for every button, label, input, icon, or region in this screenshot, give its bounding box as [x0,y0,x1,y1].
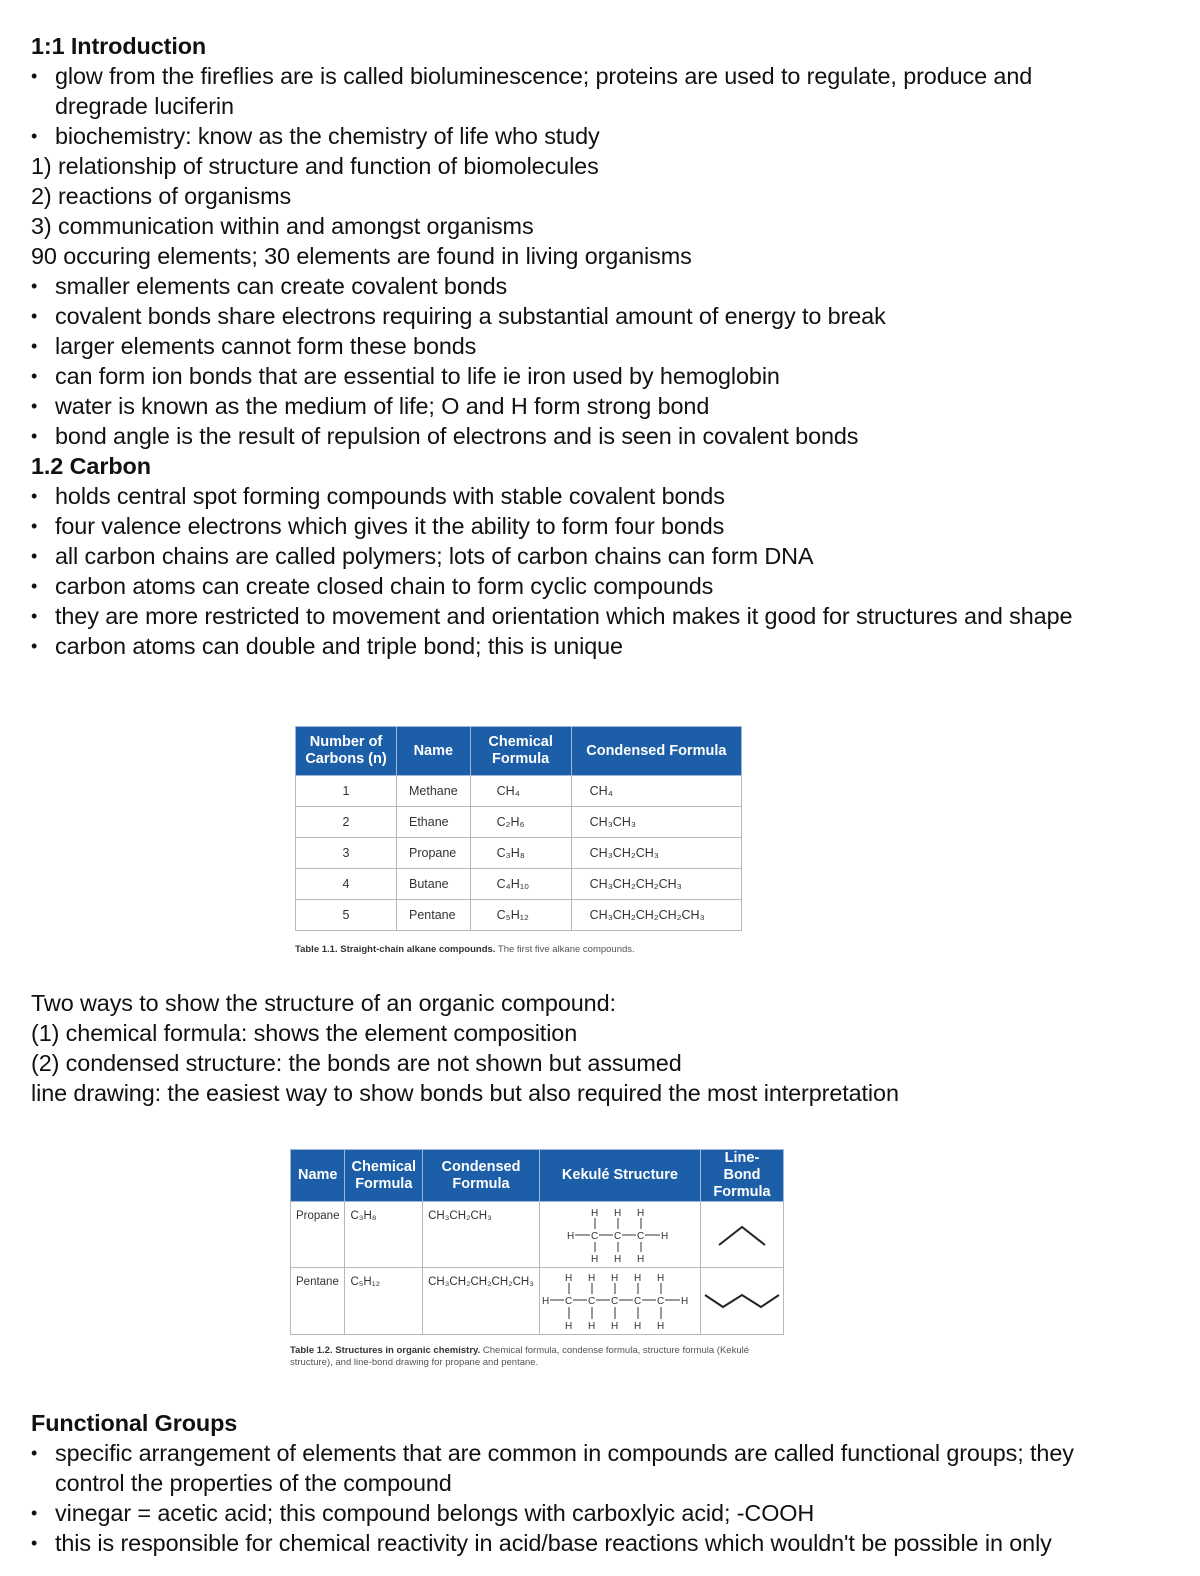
svg-text:H: H [587,1273,596,1284]
column-header: Condensed Formula [423,1150,540,1202]
organic-structures-table [290,1149,784,1335]
bullet-line: • water is known as the medium of life; O and H form strong bond [31,391,1171,421]
table-cell: Ethane [397,807,471,838]
table-cell: Pentane [291,1268,345,1335]
table-cell: 4 [296,869,397,900]
svg-text:H: H [660,1230,669,1242]
column-header: Chemical Formula [345,1150,423,1202]
notes-page [31,31,1171,661]
text-line: (1) chemical formula: shows the element composition [31,1020,578,1046]
table-cell: Butane [397,869,471,900]
svg-text:H: H [633,1273,642,1284]
table-cell: CH₃CH₂CH₂CH₂CH₃ [423,1268,540,1335]
bullet-line: • bond angle is the result of repulsion of electrons and is seen in covalent bonds [31,421,1171,451]
bullet-line: • this is responsible for chemical reactivity in acid/base reactions which wouldn't be possible in only [31,1528,1171,1558]
table-cell: CH₃CH₂CH₃ [571,838,741,869]
svg-text:H: H [656,1273,665,1284]
table-cell: Propane [397,838,471,869]
column-header: Chemical Formula [470,727,571,776]
column-header: Kekulé Structure [539,1150,700,1202]
svg-text:H: H [566,1230,575,1242]
svg-text:C: C [590,1230,599,1242]
table-row [296,807,742,838]
svg-text:H: H [587,1321,596,1332]
svg-text:H: H [613,1253,622,1265]
section-heading-functional-groups: Functional Groups [31,1410,238,1436]
table-row [296,776,742,807]
table-cell: 5 [296,900,397,931]
table-cell: Methane [397,776,471,807]
line-bond-propane [701,1202,784,1268]
caption-text: Chemical formula, condense formula, structure formula (Kekulé structure), and line-bond drawing for propane and pentane. [290,1345,750,1368]
svg-text:C: C [613,1230,622,1242]
svg-text:H: H [636,1207,645,1219]
bullet-line: • holds central spot forming compounds with stable covalent bonds [31,481,1171,511]
svg-text:C: C [587,1296,596,1307]
kekule-structure-pentane [539,1268,700,1335]
line-bond-pentane [701,1268,784,1335]
svg-text:H: H [541,1296,550,1307]
table-cell: CH₃CH₂CH₃ [423,1202,540,1268]
svg-text:H: H [680,1296,689,1307]
bullet-line: • four valence electrons which gives it the ability to form four bonds [31,511,1171,541]
svg-text:C: C [656,1296,665,1307]
table-cell: CH₃CH₃ [571,807,741,838]
alkane-table-figure [295,726,742,955]
column-header: Condensed Formula [571,727,741,776]
organic-structures-table-figure [290,1149,784,1369]
table-caption [290,1345,784,1369]
table-row [296,869,742,900]
table-cell: Pentane [397,900,471,931]
text-line: line drawing: the easiest way to show bonds but also required the most interpretation [31,1080,899,1106]
table-cell: CH₄ [571,776,741,807]
table-cell: C₅H₁₂ [345,1268,423,1335]
svg-text:C: C [633,1296,642,1307]
svg-text:H: H [590,1207,599,1219]
alkane-table [295,726,742,931]
svg-text:H: H [633,1321,642,1332]
column-header: Name [291,1150,345,1202]
text-line: (2) condensed structure: the bonds are not shown but assumed [31,1050,682,1076]
svg-text:H: H [656,1321,665,1332]
bullet-line: • all carbon chains are called polymers; lots of carbon chains can form DNA [31,541,1171,571]
table-cell: CH₃CH₂CH₂CH₃ [571,869,741,900]
bullet-line: • glow from the fireflies are is called bioluminescence; proteins are used to regulate, produce and dregrade luciferin [31,61,1171,121]
functional-groups-section [31,1408,1171,1558]
svg-text:C: C [636,1230,645,1242]
svg-text:H: H [564,1321,573,1332]
table-cell: 1 [296,776,397,807]
table-cell: C₃H₈ [345,1202,423,1268]
caption-text: The first five alkane compounds. [495,944,635,955]
column-header: Number of Carbons (n) [296,727,397,776]
numbered-line: 1) relationship of structure and function of biomolecules [31,153,599,179]
svg-text:H: H [613,1207,622,1219]
bullet-line: • specific arrangement of elements that are common in compounds are called functional groups; they control the properties of the compound [31,1438,1171,1498]
table-cell: 2 [296,807,397,838]
caption-title: Table 1.2. Structures in organic chemistry. [290,1345,481,1356]
bullet-line: • covalent bonds share electrons requiring a substantial amount of energy to break [31,301,1171,331]
table-row [296,900,742,931]
table-row [291,1268,784,1335]
table-cell: 3 [296,838,397,869]
caption-title: Table 1.1. Straight-chain alkane compounds. [295,944,496,955]
svg-text:C: C [610,1296,619,1307]
bullet-line: • smaller elements can create covalent bonds [31,271,1171,301]
svg-text:H: H [610,1273,619,1284]
bullet-line: • carbon atoms can double and triple bond; this is unique [31,631,1171,661]
numbered-line: 3) communication within and amongst organisms [31,213,534,239]
section-heading-carbon: 1.2 Carbon [31,453,151,479]
table-cell: C₂H₆ [470,807,571,838]
svg-text:C: C [564,1296,573,1307]
column-header: Name [397,727,471,776]
bullet-line: • larger elements cannot form these bonds [31,331,1171,361]
table-cell: CH₄ [470,776,571,807]
bullet-line: • can form ion bonds that are essential to life ie iron used by hemoglobin [31,361,1171,391]
table-cell: C₅H₁₂ [470,900,571,931]
svg-text:H: H [610,1321,619,1332]
svg-text:H: H [590,1253,599,1265]
structure-notes [31,988,899,1108]
kekule-structure-propane [539,1202,700,1268]
svg-text:H: H [636,1253,645,1265]
text-line: 90 occuring elements; 30 elements are found in living organisms [31,243,692,269]
table-cell: Propane [291,1202,345,1268]
bullet-line: • they are more restricted to movement and orientation which makes it good for structures and shape [31,601,1171,631]
text-line: Two ways to show the structure of an organic compound: [31,990,616,1016]
column-header: Line-Bond Formula [701,1150,784,1202]
table-cell: CH₃CH₂CH₂CH₂CH₃ [571,900,741,931]
table-row [291,1202,784,1268]
bullet-line: • vinegar = acetic acid; this compound belongs with carboxlyic acid; -COOH [31,1498,1171,1528]
svg-text:H: H [564,1273,573,1284]
bullet-line: • biochemistry: know as the chemistry of life who study [31,121,1171,151]
table-cell: C₃H₈ [470,838,571,869]
table-caption [295,944,742,955]
section-heading-introduction: 1:1 Introduction [31,33,207,59]
bullet-line: • carbon atoms can create closed chain to form cyclic compounds [31,571,1171,601]
table-cell: C₄H₁₀ [470,869,571,900]
table-row [296,838,742,869]
numbered-line: 2) reactions of organisms [31,183,292,209]
